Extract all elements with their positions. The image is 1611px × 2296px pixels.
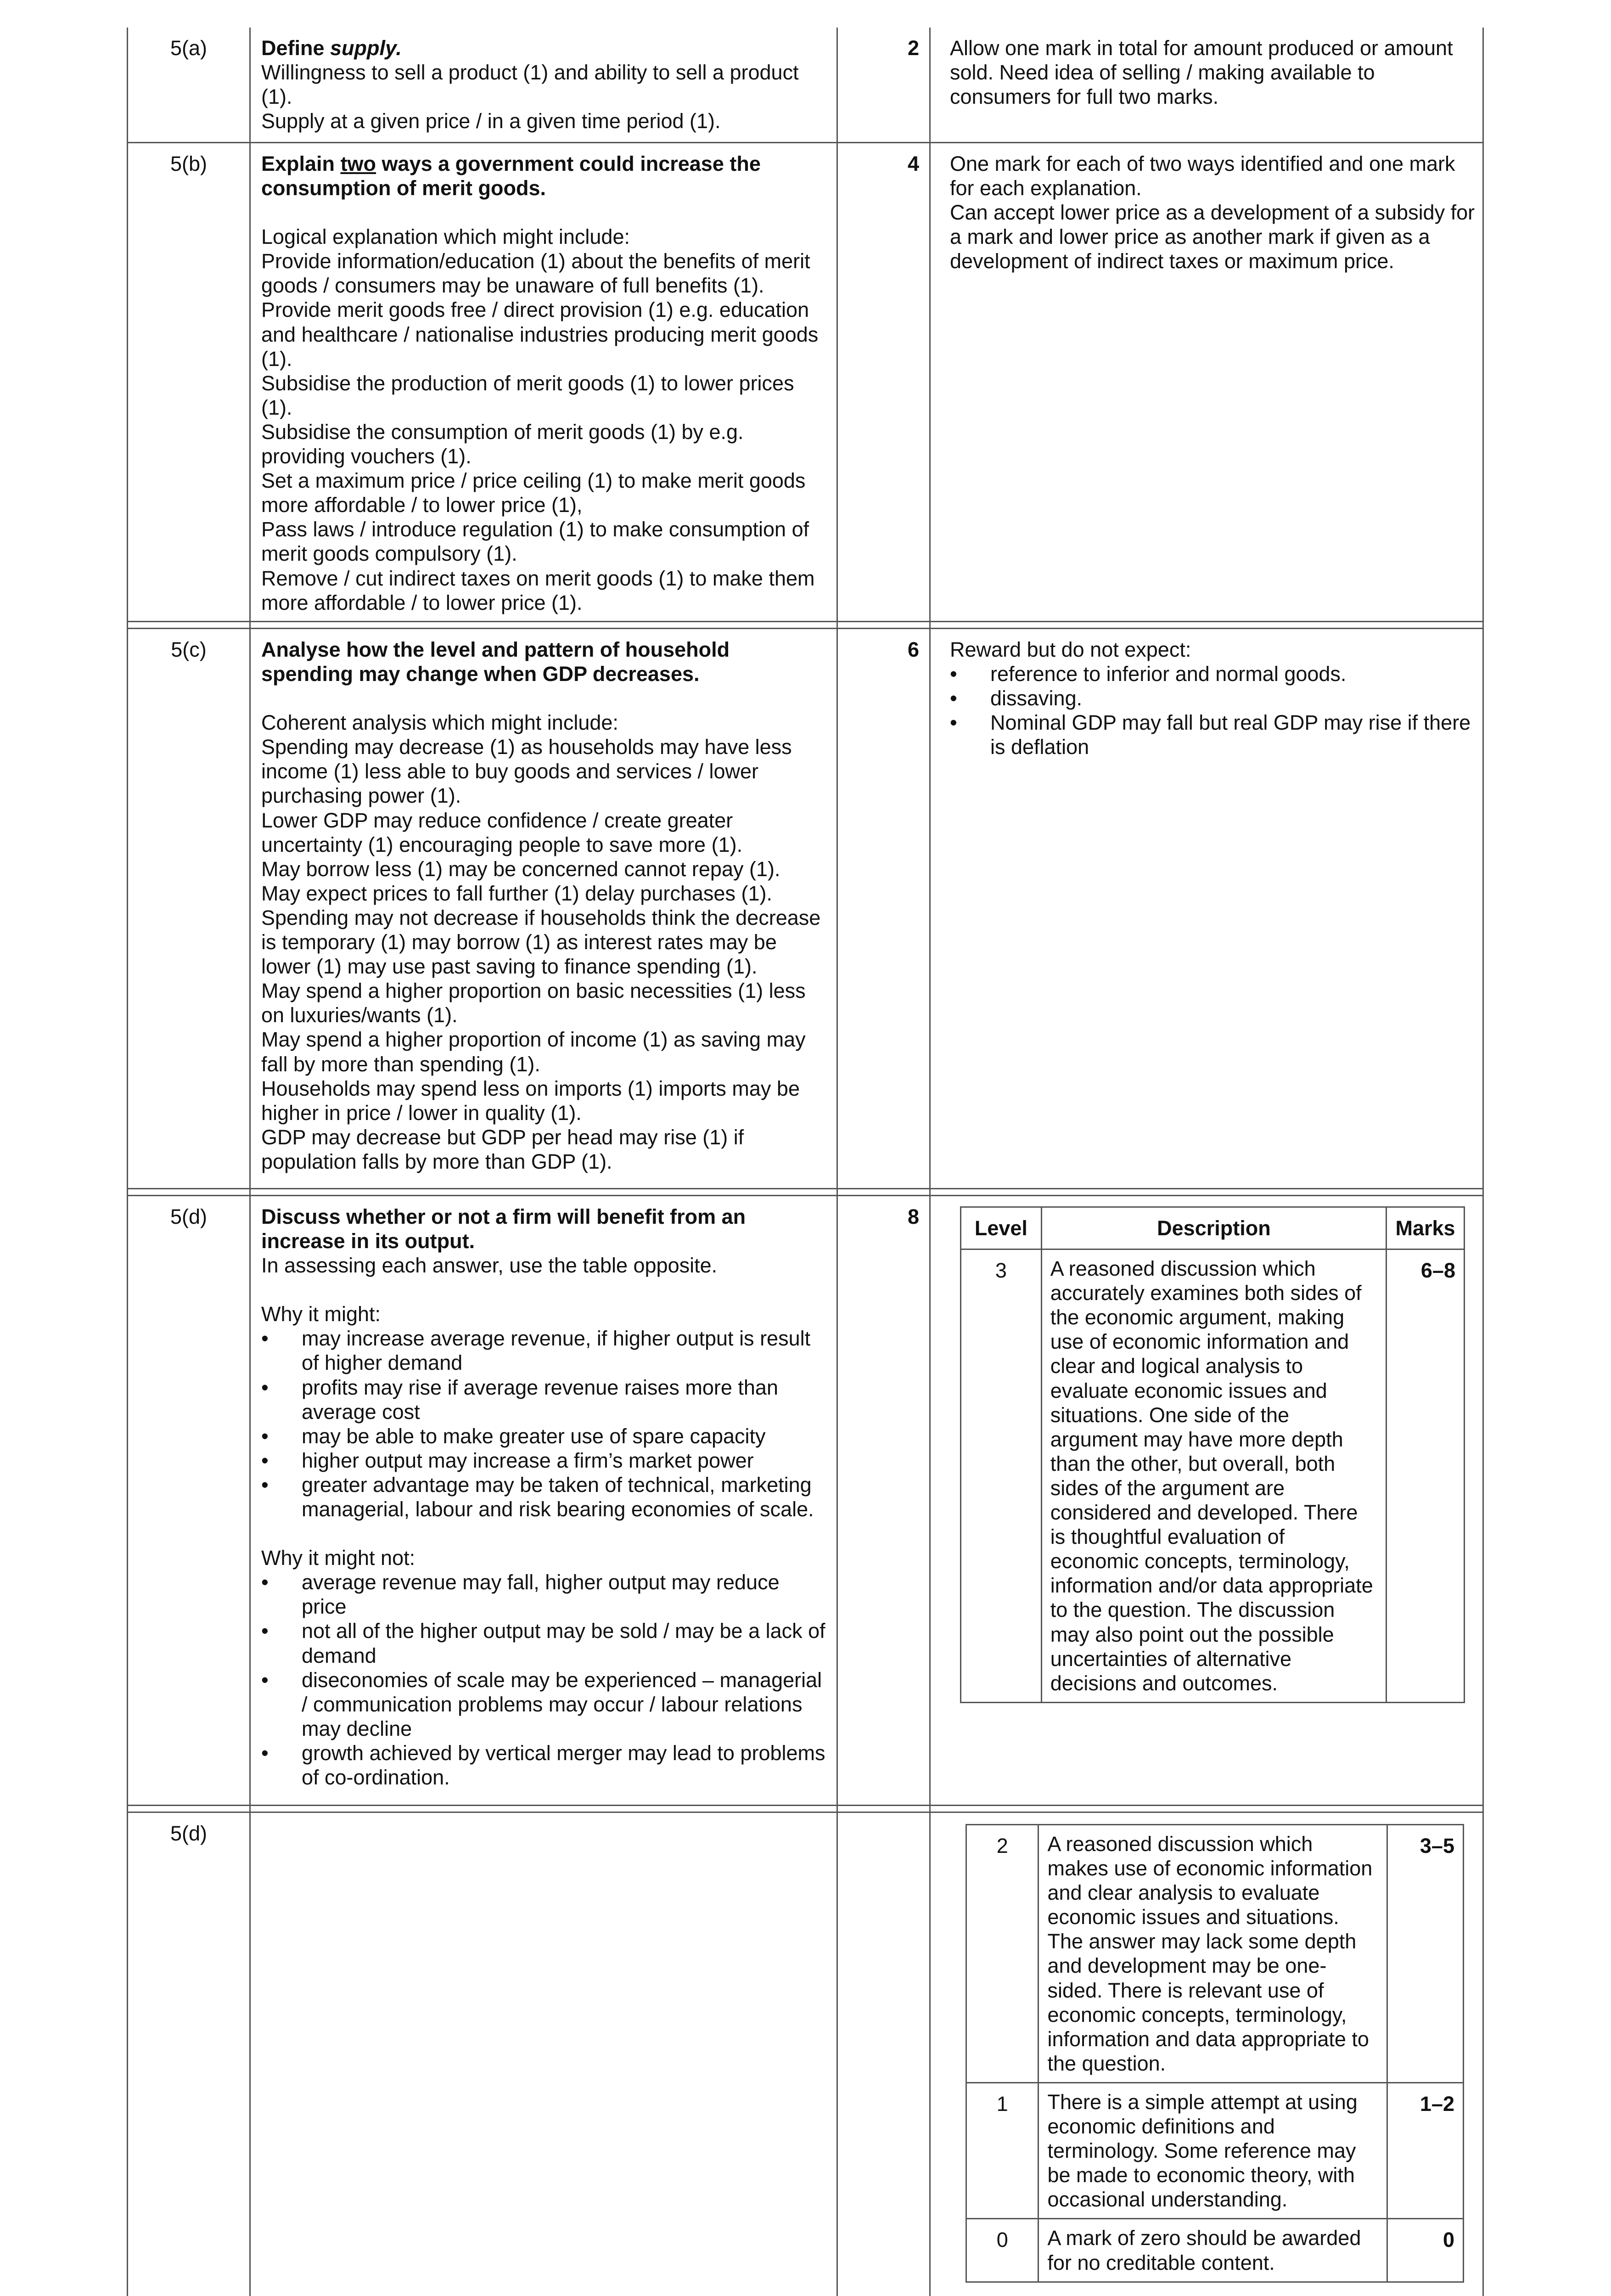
answer-line: Provide information/education (1) about the benefits of merit goods / consumers may be unaware of full benefits (1). <box>261 249 810 298</box>
list-item: • greater advantage may be taken of technical, marketing managerial, labour and risk bearing economies of scale. <box>261 1473 826 1521</box>
list-item: • may be able to make greater use of spare capacity <box>261 1424 826 1448</box>
answer-line: Supply at a given price / in a given time period (1). <box>261 109 721 133</box>
question-number: 5(d) <box>170 1205 208 1228</box>
not-bullets <box>261 1570 826 1790</box>
marks-header: Marks <box>1386 1207 1465 1249</box>
row-separator <box>127 621 1484 629</box>
answer-cell <box>261 637 826 1174</box>
might-bullets <box>261 1326 826 1521</box>
row-5d-continued <box>127 1813 1484 2296</box>
answer-line: Spending may decrease (1) as households may have less income (1) less able to buy goods and services / lower purchasing power (1). <box>261 735 792 808</box>
list-item: • growth achieved by vertical merger may lead to problems of co-ordination. <box>261 1741 826 1790</box>
answer-line: Subsidise the production of merit goods (1) to lower prices (1). <box>261 371 794 419</box>
guidance-line: One mark for each of two ways identified and one mark for each explanation. <box>950 152 1455 200</box>
answer-intro: Logical explanation which might include: <box>261 225 630 249</box>
question-text: Explain two ways a government could increase the consumption of merit goods. <box>261 152 761 200</box>
answer-line: Set a maximum price / price ceiling (1) to make merit goods more affordable / to lower price (1), <box>261 469 806 517</box>
level-marks: 1–2 <box>1387 2082 1464 2218</box>
question-number: 5(b) <box>170 152 208 175</box>
mark-scheme-page <box>127 28 1484 2296</box>
answer-line: May expect prices to fall further (1) delay purchases (1). <box>261 881 772 905</box>
level-header: Level <box>961 1207 1042 1249</box>
guidance-cell <box>950 152 1476 273</box>
answer-line: Households may spend less on imports (1) imports may be higher in price / lower in quality (1). <box>261 1076 800 1125</box>
row-5b <box>127 143 1484 621</box>
guidance-intro: Reward but do not expect: <box>950 638 1191 661</box>
row-separator <box>127 1805 1484 1813</box>
marks-value: 8 <box>907 1205 919 1228</box>
level-marks: 0 <box>1387 2219 1464 2282</box>
answer-line: GDP may decrease but GDP per head may rise (1) if population falls by more than GDP (1). <box>261 1125 744 1173</box>
answer-cell <box>261 152 826 615</box>
answer-line: May borrow less (1) may be concerned cannot repay (1). <box>261 857 780 881</box>
level-value: 1 <box>966 2082 1038 2218</box>
level-marks: 3–5 <box>1387 1825 1464 2083</box>
question-text: Analyse how the level and pattern of household spending may change when GDP decreases. <box>261 638 730 686</box>
level-description: A reasoned discussion which makes use of economic information and clear analysis to evaluate economic issues and situations. The answer may lack some depth and development may be one-sided. There is relevant use of economic concepts, terminology, information and data appropriate to the question. <box>1038 1825 1387 2083</box>
level-value: 2 <box>966 1825 1038 2083</box>
list-item: • average revenue may fall, higher output may reduce price <box>261 1570 826 1619</box>
not-heading: Why it might not: <box>261 1546 415 1570</box>
question-number: 5(a) <box>170 36 208 60</box>
marks-value: 2 <box>907 36 919 60</box>
level-value: 0 <box>966 2219 1038 2282</box>
might-heading: Why it might: <box>261 1302 381 1326</box>
level-description: There is a simple attempt at using economic definitions and terminology. Some reference may be made to economic theory, with occasional understanding. <box>1038 2082 1387 2218</box>
answer-line: May spend a higher proportion on basic necessities (1) less on luxuries/wants (1). <box>261 979 806 1027</box>
table-row <box>966 2082 1464 2218</box>
level-description: A mark of zero should be awarded for no creditable content. <box>1038 2219 1387 2282</box>
table-row <box>961 1249 1465 1703</box>
list-item: • not all of the higher output may be sold / may be a lack of demand <box>261 1619 826 1667</box>
answer-line: Pass laws / introduce regulation (1) to make consumption of merit goods compulsory (1). <box>261 518 809 566</box>
answer-line: Remove / cut indirect taxes on merit goods (1) to make them more affordable / to lower price (1). <box>261 566 815 614</box>
question-number: 5(d) <box>170 1822 208 1845</box>
answer-cell <box>261 36 826 133</box>
answer-line: Lower GDP may reduce confidence / create greater uncertainty (1) encouraging people to save more (1). <box>261 808 743 856</box>
guidance-line: Can accept lower price as a development of a subsidy for a mark and lower price as another mark if given as a development of indirect taxes or maximum price. <box>950 201 1475 273</box>
list-item: • higher output may increase a firm’s market power <box>261 1448 826 1473</box>
question-text: Discuss whether or not a firm will benefit from an increase in its output. <box>261 1205 746 1253</box>
answer-line: May spend a higher proportion of income (1) as saving may fall by more than spending (1). <box>261 1028 806 1076</box>
answer-line: Subsidise the consumption of merit goods (1) by e.g. providing vouchers (1). <box>261 420 744 468</box>
table-row <box>966 2219 1464 2282</box>
list-item: • may increase average revenue, if higher output is result of higher demand <box>261 1326 826 1375</box>
question-text: Define supply. <box>261 36 402 60</box>
list-item: • dissaving. <box>950 686 1476 710</box>
guidance-text: Allow one mark in total for amount produced or amount sold. Need idea of selling / making available to consumers for full two marks. <box>950 36 1453 109</box>
row-5a <box>127 28 1484 143</box>
answer-intro: Coherent analysis which might include: <box>261 711 618 735</box>
guidance-bullets <box>950 662 1476 759</box>
row-separator <box>127 1188 1484 1196</box>
answer-cell <box>261 1204 826 1790</box>
level-description: A reasoned discussion which accurately examines both sides of the economic argument, making use of economic information and clear and logical analysis to evaluate economic issues and situations. One side of the argument may have more depth than the other, but overall, both sides of the argument are considered and developed. There is thoughtful evaluation of economic concepts, terminology, information and/or data appropriate to the question. The discussion may also point out the possible uncertainties of alternative decisions and outcomes. <box>1041 1249 1386 1703</box>
list-item: • diseconomies of scale may be experienced – managerial / communication problems may occur / labour relations may decline <box>261 1668 826 1741</box>
list-item: • reference to inferior and normal goods. <box>950 662 1476 686</box>
level-table <box>960 1206 1465 1703</box>
guidance-cell <box>950 637 1476 759</box>
table-row <box>966 1825 1464 2083</box>
question-number: 5(c) <box>171 638 207 661</box>
answer-line: Spending may not decrease if households think the decrease is temporary (1) may borrow (1) as interest rates may be lower (1) may use past saving to finance spending (1). <box>261 906 821 979</box>
level-value: 3 <box>961 1249 1042 1703</box>
row-5c <box>127 629 1484 1188</box>
list-item: • profits may rise if average revenue raises more than average cost <box>261 1375 826 1424</box>
marks-value: 4 <box>907 152 919 175</box>
answer-line: Willingness to sell a product (1) and ability to sell a product (1). <box>261 61 799 109</box>
instruction-text: In assessing each answer, use the table opposite. <box>261 1254 718 1277</box>
marks-value: 6 <box>907 638 919 661</box>
row-5d <box>127 1196 1484 1805</box>
level-table-continued <box>965 1824 1464 2283</box>
description-header: Description <box>1041 1207 1386 1249</box>
answer-line: Provide merit goods free / direct provision (1) e.g. education and healthcare / nationalise industries producing merit goods (1). <box>261 298 819 371</box>
list-item: • Nominal GDP may fall but real GDP may rise if there is deflation <box>950 710 1476 759</box>
level-marks: 6–8 <box>1386 1249 1465 1703</box>
